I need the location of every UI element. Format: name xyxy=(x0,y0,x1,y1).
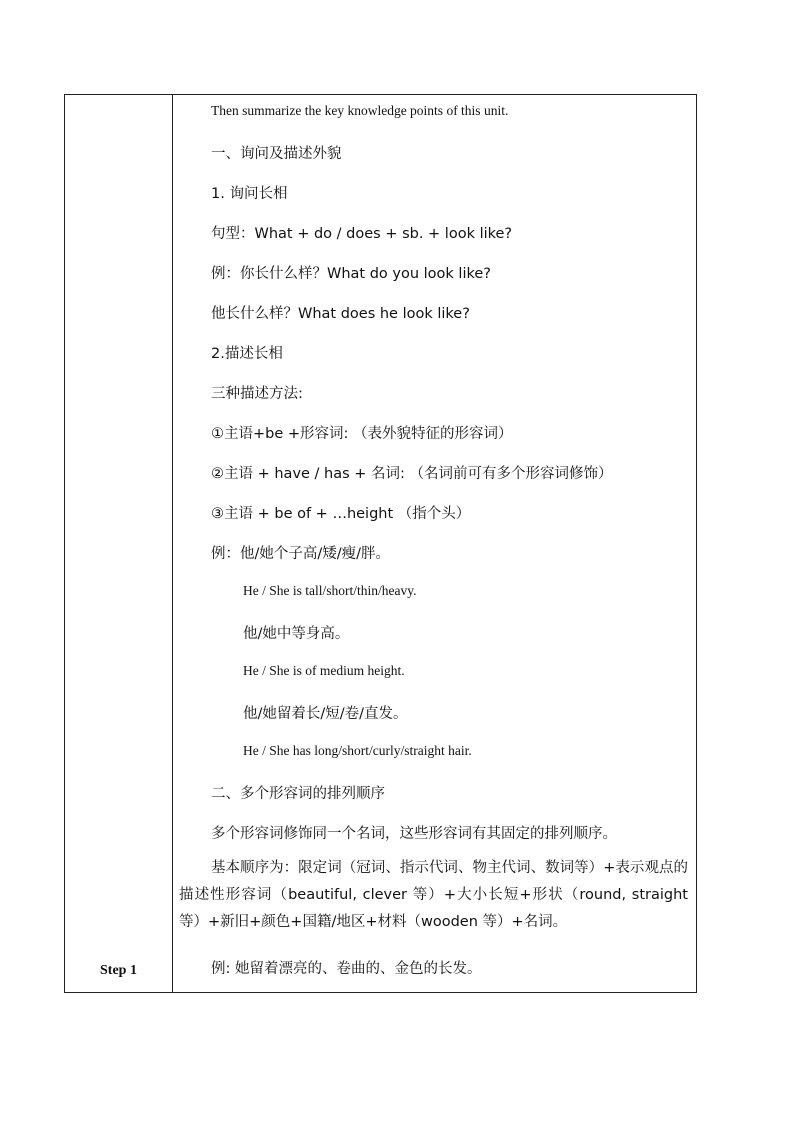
three-methods-heading: 三种描述方法: xyxy=(211,386,303,402)
example-chinese-3: 他/她留着长/短/卷/直发。 xyxy=(243,706,408,722)
method-3: ③主语 + be of + …height （指个头） xyxy=(211,506,471,522)
step-label: Step 1 xyxy=(100,963,137,978)
adjective-order-example: 例: 她留着漂亮的、卷曲的、金色的长发。 xyxy=(211,961,482,977)
example-english-2: He / She is of medium height. xyxy=(243,663,405,678)
step-column xyxy=(65,95,173,992)
section-heading-2: 二、多个形容词的排列顺序 xyxy=(211,786,385,802)
method-2: ②主语 + have / has + 名词: （名词前可有多个形容词修饰） xyxy=(211,466,613,482)
section-heading-1: 一、询问及描述外貌 xyxy=(211,146,342,162)
example-heading: 例：他/她个子高/矮/瘦/胖。 xyxy=(211,546,391,562)
adjective-order-rule: 基本顺序为：限定词（冠词、指示代词、物主代词、数词等）+表示观点的描述性形容词（beautiful, clever 等）+大小长短+形状（round, straight 等）+新旧+颜色+国籍/地区+材料（wooden 等）+名词。 xyxy=(179,860,688,930)
lesson-table xyxy=(64,94,697,993)
example-english-1: He / She is tall/short/thin/heavy. xyxy=(243,583,417,598)
example-2: 他长什么样？What does he look like? xyxy=(211,306,470,322)
example-chinese-2: 他/她中等身高。 xyxy=(243,626,350,642)
example-1: 例：你长什么样？What do you look like? xyxy=(211,266,491,282)
adjective-order-intro: 多个形容词修饰同一个名词，这些形容词有其固定的排列顺序。 xyxy=(211,826,617,842)
intro-line: Then summarize the key knowledge points of this unit. xyxy=(211,103,509,118)
sentence-pattern: 句型：What + do / does + sb. + look like? xyxy=(211,226,513,242)
subheading-ask-appearance: 1. 询问长相 xyxy=(211,186,288,202)
method-1: ①主语+be +形容词: （表外貌特征的形容词） xyxy=(211,426,513,442)
content-column xyxy=(173,95,696,992)
example-english-3: He / She has long/short/curly/straight hair. xyxy=(243,743,472,758)
subheading-describe-appearance: 2.描述长相 xyxy=(211,346,283,362)
